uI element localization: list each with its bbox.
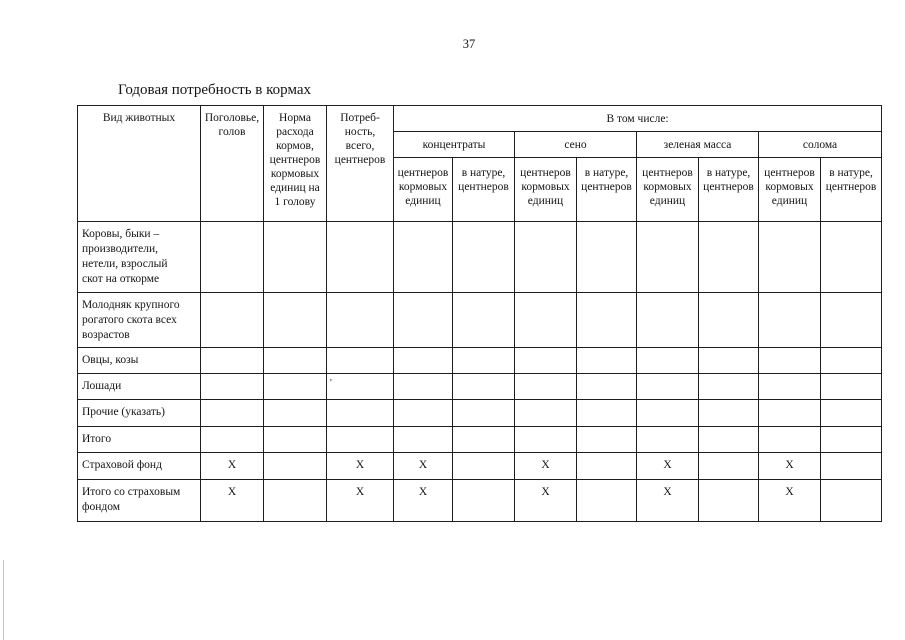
cell-straw-feed-units: X <box>759 453 821 480</box>
cell-head-count <box>201 293 264 348</box>
cell-total-need: ' <box>327 374 394 400</box>
header-row <box>78 106 882 132</box>
cell-hay-feed-units <box>515 348 577 374</box>
header-green-mass-feed-units: центнеров кормовых единиц <box>637 158 699 222</box>
cell-straw-feed-units <box>759 400 821 427</box>
cell-head-count: X <box>201 453 264 480</box>
cell-hay-natural <box>577 293 637 348</box>
page-number: 37 <box>462 37 476 51</box>
cell-hay-natural <box>577 348 637 374</box>
header-animal-type: Вид животных <box>78 106 201 222</box>
header-group-concentrates: концентраты <box>394 132 515 158</box>
cell-hay-natural <box>577 374 637 400</box>
cell-head-count <box>201 222 264 293</box>
row-label: Итого со страховым фондом <box>78 480 201 522</box>
cell-straw-feed-units <box>759 293 821 348</box>
cell-feed-norm <box>264 427 327 453</box>
cell-hay-feed-units <box>515 427 577 453</box>
cell-concentrates-feed-units <box>394 427 453 453</box>
cell-hay-feed-units <box>515 293 577 348</box>
cell-feed-norm <box>264 293 327 348</box>
cell-feed-norm <box>264 480 327 522</box>
cell-straw-natural <box>821 293 882 348</box>
cell-total-need <box>327 293 394 348</box>
row-label: Итого <box>78 427 201 453</box>
table-row <box>78 480 882 522</box>
cell-green-mass-natural <box>699 427 759 453</box>
row-label: Овцы, козы <box>78 348 201 374</box>
cell-concentrates-feed-units <box>394 400 453 427</box>
cell-green-mass-feed-units <box>637 374 699 400</box>
row-label: Страховой фонд <box>78 453 201 480</box>
cell-straw-natural <box>821 222 882 293</box>
cell-head-count <box>201 348 264 374</box>
cell-straw-feed-units <box>759 222 821 293</box>
cell-head-count: X <box>201 480 264 522</box>
cell-green-mass-feed-units: X <box>637 453 699 480</box>
cell-straw-feed-units <box>759 348 821 374</box>
cell-feed-norm <box>264 348 327 374</box>
table-row <box>78 453 882 480</box>
cell-concentrates-natural <box>453 453 515 480</box>
cell-total-need <box>327 400 394 427</box>
cell-concentrates-feed-units: X <box>394 480 453 522</box>
cell-concentrates-feed-units <box>394 348 453 374</box>
header-group-hay: сено <box>515 132 637 158</box>
header-feed-norm: Норма расхода кормов, центнеров кормовых единиц на 1 голову <box>264 106 327 222</box>
header-concentrates-feed-units: центнеров кормовых единиц <box>394 158 453 222</box>
cell-straw-natural <box>821 374 882 400</box>
cell-concentrates-feed-units <box>394 222 453 293</box>
cell-hay-natural <box>577 453 637 480</box>
scan-edge-line <box>3 560 4 640</box>
cell-green-mass-natural <box>699 348 759 374</box>
cell-green-mass-feed-units <box>637 427 699 453</box>
header-including: В том числе: <box>394 106 882 132</box>
row-label: Лошади <box>78 374 201 400</box>
cell-feed-norm <box>264 400 327 427</box>
cell-green-mass-feed-units <box>637 293 699 348</box>
cell-straw-natural <box>821 348 882 374</box>
cell-straw-natural <box>821 480 882 522</box>
cell-feed-norm <box>264 453 327 480</box>
cell-hay-feed-units: X <box>515 480 577 522</box>
header-hay-natural: в натуре, центнеров <box>577 158 637 222</box>
cell-concentrates-feed-units <box>394 293 453 348</box>
cell-concentrates-natural <box>453 480 515 522</box>
cell-green-mass-natural <box>699 222 759 293</box>
cell-straw-natural <box>821 400 882 427</box>
header-concentrates-natural: в натуре, центнеров <box>453 158 515 222</box>
cell-straw-natural <box>821 453 882 480</box>
table-row <box>78 293 882 348</box>
cell-total-need <box>327 348 394 374</box>
cell-total-need <box>327 427 394 453</box>
cell-total-need: X <box>327 453 394 480</box>
header-hay-feed-units: центнеров кормовых единиц <box>515 158 577 222</box>
header-group-green-mass: зеленая масса <box>637 132 759 158</box>
cell-green-mass-natural <box>699 374 759 400</box>
cell-hay-natural <box>577 222 637 293</box>
cell-concentrates-natural <box>453 222 515 293</box>
cell-green-mass-feed-units <box>637 348 699 374</box>
cell-total-need: X <box>327 480 394 522</box>
cell-hay-natural <box>577 400 637 427</box>
row-label: Коровы, быки – производители, нетели, взрослый скот на откорме <box>78 222 201 293</box>
cell-head-count <box>201 400 264 427</box>
cell-green-mass-natural <box>699 453 759 480</box>
cell-head-count <box>201 427 264 453</box>
cell-total-need <box>327 222 394 293</box>
cell-green-mass-natural <box>699 480 759 522</box>
cell-feed-norm <box>264 222 327 293</box>
cell-straw-natural <box>821 427 882 453</box>
cell-hay-natural <box>577 480 637 522</box>
feed-requirement-table <box>77 105 882 522</box>
table-row <box>78 348 882 374</box>
cell-green-mass-feed-units: X <box>637 480 699 522</box>
table-row <box>78 427 882 453</box>
cell-green-mass-feed-units <box>637 400 699 427</box>
header-head-count: Поголовье, голов <box>201 106 264 222</box>
table-row <box>78 222 882 293</box>
cell-feed-norm <box>264 374 327 400</box>
cell-straw-feed-units: X <box>759 480 821 522</box>
cell-concentrates-natural <box>453 400 515 427</box>
cell-straw-feed-units <box>759 374 821 400</box>
cell-green-mass-natural <box>699 293 759 348</box>
cell-green-mass-feed-units <box>637 222 699 293</box>
row-label: Прочие (указать) <box>78 400 201 427</box>
cell-concentrates-feed-units <box>394 374 453 400</box>
cell-hay-feed-units <box>515 222 577 293</box>
header-total-need: Потреб- ность, всего, центнеров <box>327 106 394 222</box>
header-straw-feed-units: центнеров кормовых единиц <box>759 158 821 222</box>
cell-hay-feed-units: X <box>515 453 577 480</box>
cell-concentrates-feed-units: X <box>394 453 453 480</box>
table-row <box>78 400 882 427</box>
row-label: Молодняк крупного рогатого скота всех возрастов <box>78 293 201 348</box>
cell-concentrates-natural <box>453 293 515 348</box>
table-row <box>78 374 882 400</box>
cell-concentrates-natural <box>453 374 515 400</box>
header-green-mass-natural: в натуре, центнеров <box>699 158 759 222</box>
header-straw-natural: в натуре, центнеров <box>821 158 882 222</box>
cell-hay-feed-units <box>515 400 577 427</box>
header-group-straw: солома <box>759 132 882 158</box>
cell-concentrates-natural <box>453 427 515 453</box>
cell-straw-feed-units <box>759 427 821 453</box>
cell-concentrates-natural <box>453 348 515 374</box>
cell-head-count <box>201 374 264 400</box>
cell-hay-feed-units <box>515 374 577 400</box>
cell-hay-natural <box>577 427 637 453</box>
document-title: Годовая потребность в кормах <box>118 82 311 98</box>
cell-green-mass-natural <box>699 400 759 427</box>
